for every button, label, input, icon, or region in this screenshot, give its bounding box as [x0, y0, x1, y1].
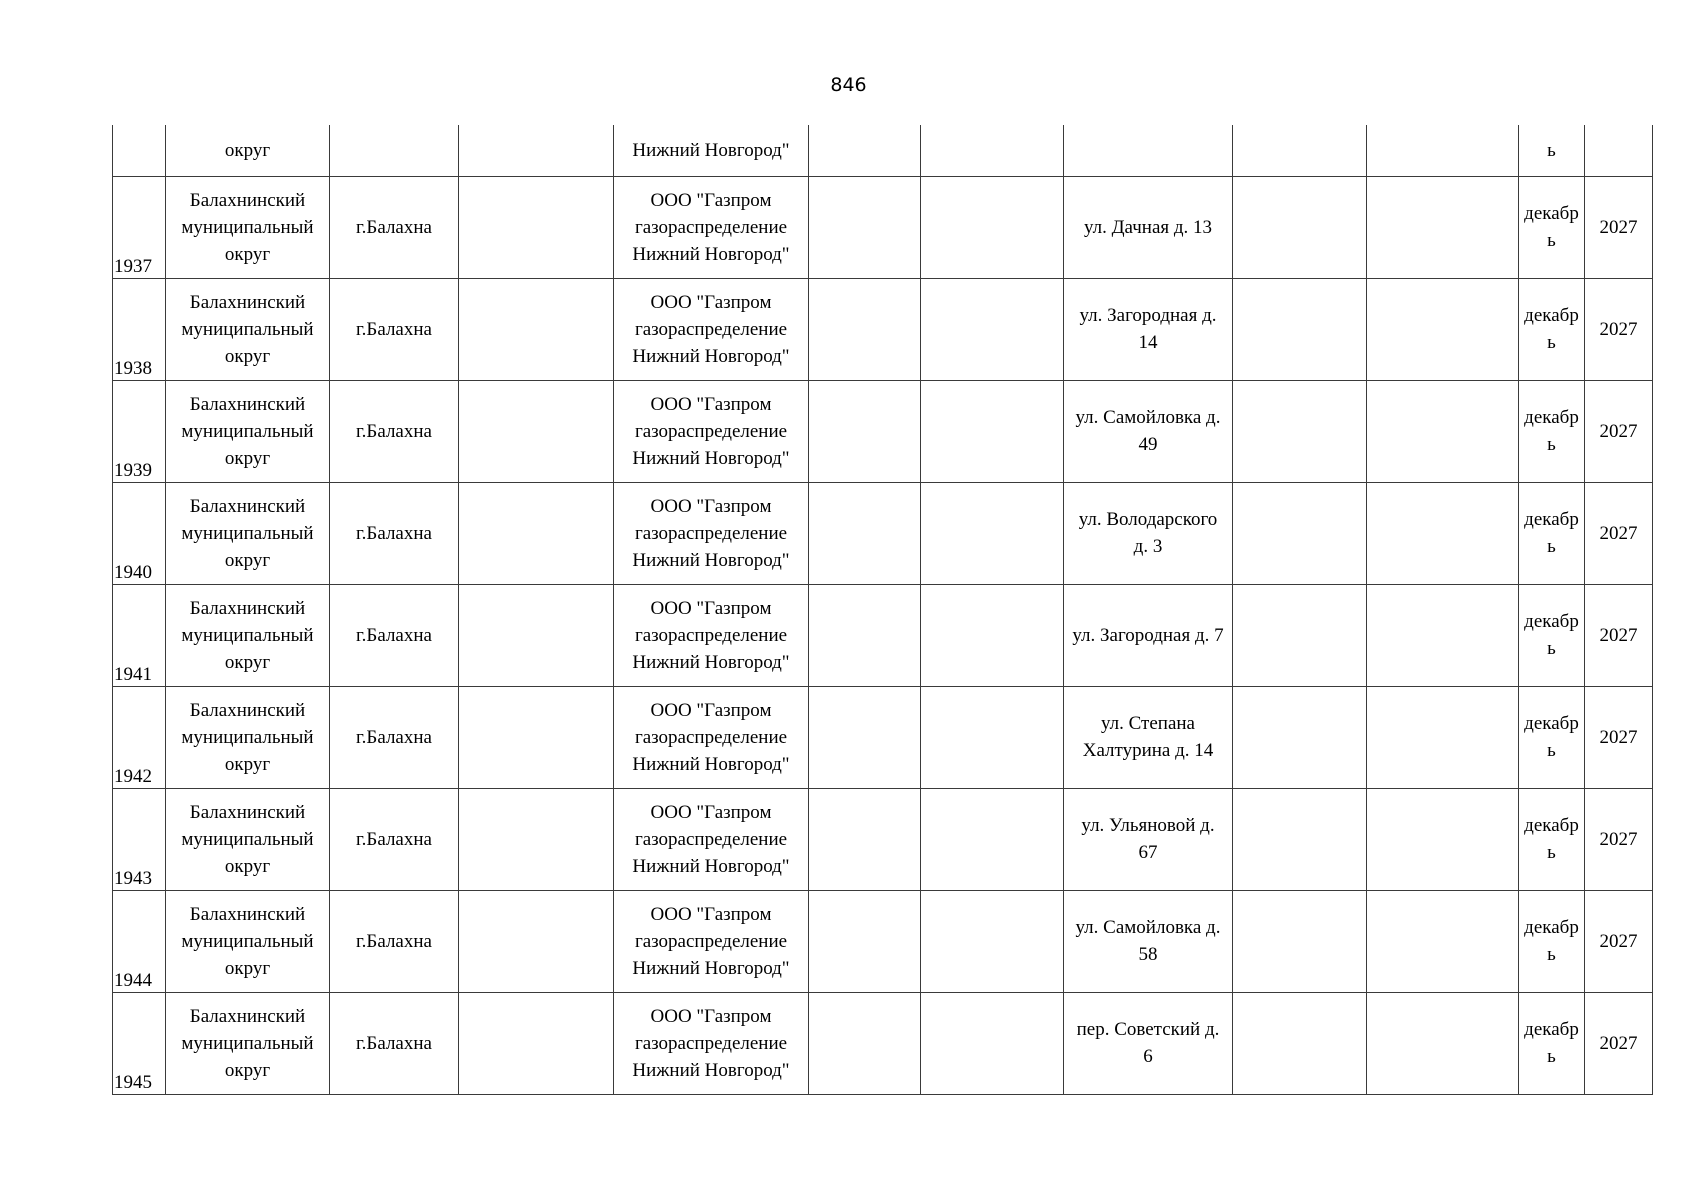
month-line: декабр	[1524, 611, 1579, 632]
org-line: ООО "Газпром	[650, 189, 772, 211]
cell-empty	[809, 125, 921, 176]
cell-org	[614, 584, 809, 686]
org-line: ООО "Газпром	[650, 699, 772, 721]
cell-empty	[1367, 125, 1519, 176]
org-line: Нижний Новгород"	[632, 243, 790, 265]
cell-year: 2027	[1585, 788, 1653, 890]
cell-district	[166, 890, 330, 992]
cell-district: округ	[166, 125, 330, 176]
month-line: декабр	[1524, 815, 1579, 836]
cell-month	[1519, 380, 1585, 482]
cell-district	[166, 278, 330, 380]
table-body	[113, 125, 1653, 1094]
org-line: газораспределение	[634, 1032, 788, 1054]
cell-empty	[459, 380, 614, 482]
cell-district	[166, 992, 330, 1094]
org-line: Нижний Новгород"	[632, 345, 790, 367]
cell-city: г.Балахна	[330, 890, 459, 992]
cell-empty	[1233, 584, 1367, 686]
cell-month	[1519, 176, 1585, 278]
org-line: Нижний Новгород"	[632, 1059, 790, 1081]
district-line: муниципальный	[181, 828, 314, 850]
cell-org	[614, 176, 809, 278]
cell-org: Нижний Новгород"	[614, 125, 809, 176]
cell-district	[166, 788, 330, 890]
cell-empty	[1367, 686, 1519, 788]
cell-month	[1519, 584, 1585, 686]
address-line: 6	[1143, 1046, 1153, 1067]
district-line: Балахнинский	[189, 1005, 306, 1027]
org-line: Нижний Новгород"	[632, 957, 790, 979]
cell-empty	[1367, 278, 1519, 380]
district-line: Балахнинский	[189, 699, 306, 721]
table-row	[113, 788, 1653, 890]
cell-district	[166, 380, 330, 482]
continuation-row	[113, 125, 1653, 176]
cell-month	[1519, 890, 1585, 992]
cell-num	[113, 686, 166, 788]
org-line: газораспределение	[634, 522, 788, 544]
cell-month: ь	[1519, 125, 1585, 176]
district-line: округ	[224, 651, 271, 673]
address-line: ул. Ульяновой д.	[1081, 815, 1215, 836]
cell-org	[614, 686, 809, 788]
table-row	[113, 584, 1653, 686]
cell-empty	[1233, 278, 1367, 380]
cell-empty	[1233, 992, 1367, 1094]
cell-empty	[921, 482, 1064, 584]
cell-org	[614, 788, 809, 890]
org-line: газораспределение	[634, 216, 788, 238]
cell-org	[614, 278, 809, 380]
org-line: Нижний Новгород"	[632, 651, 790, 673]
cell-empty	[1233, 176, 1367, 278]
org-line: Нижний Новгород"	[632, 549, 790, 571]
cell-org	[614, 992, 809, 1094]
registry-table	[112, 125, 1653, 1095]
cell-city: г.Балахна	[330, 176, 459, 278]
cell-empty	[1367, 890, 1519, 992]
table-row	[113, 278, 1653, 380]
month-line: ь	[1547, 434, 1556, 455]
cell-num	[113, 890, 166, 992]
district-line: округ	[224, 753, 271, 775]
address-line: ул. Володарского	[1078, 509, 1218, 530]
cell-empty	[459, 125, 614, 176]
cell-empty	[809, 584, 921, 686]
cell-empty	[809, 686, 921, 788]
row-number: 1941	[114, 663, 152, 685]
cell-num	[113, 584, 166, 686]
org-line: газораспределение	[634, 624, 788, 646]
month-line: декабр	[1524, 713, 1579, 734]
district-line: Балахнинский	[189, 801, 306, 823]
table-row	[113, 380, 1653, 482]
month-line: декабр	[1524, 407, 1579, 428]
org-line: ООО "Газпром	[650, 903, 772, 925]
cell-year: 2027	[1585, 380, 1653, 482]
cell-month	[1519, 686, 1585, 788]
org-line: газораспределение	[634, 930, 788, 952]
cell-empty	[1367, 992, 1519, 1094]
month-line: ь	[1547, 536, 1556, 557]
org-line: ООО "Газпром	[650, 597, 772, 619]
table-row	[113, 482, 1653, 584]
address-line: ул. Степана	[1100, 713, 1195, 734]
row-number: 1942	[114, 765, 152, 787]
cell-empty	[809, 278, 921, 380]
cell-address	[1064, 686, 1233, 788]
cell-empty	[809, 890, 921, 992]
org-line: ООО "Газпром	[650, 291, 772, 313]
address-line: 14	[1138, 332, 1158, 353]
cell-num	[113, 278, 166, 380]
month-line: ь	[1547, 740, 1556, 761]
district-line: округ	[224, 957, 271, 979]
cell-num	[113, 380, 166, 482]
cell-empty	[809, 992, 921, 1094]
cell-empty	[921, 584, 1064, 686]
cell-month	[1519, 278, 1585, 380]
month-line: ь	[1547, 230, 1556, 251]
org-line: ООО "Газпром	[650, 393, 772, 415]
district-line: округ	[224, 549, 271, 571]
address-line: пер. Советский д.	[1076, 1019, 1220, 1040]
district-line: муниципальный	[181, 930, 314, 952]
cell-empty	[809, 788, 921, 890]
cell-city: г.Балахна	[330, 992, 459, 1094]
cell-empty	[1367, 788, 1519, 890]
cell-year: 2027	[1585, 890, 1653, 992]
cell-empty	[921, 380, 1064, 482]
cell-num	[113, 788, 166, 890]
cell-empty	[1233, 788, 1367, 890]
cell-empty	[809, 176, 921, 278]
district-line: муниципальный	[181, 726, 314, 748]
district-line: Балахнинский	[189, 393, 306, 415]
cell-empty	[1233, 380, 1367, 482]
district-line: округ	[224, 243, 271, 265]
month-line: декабр	[1524, 203, 1579, 224]
org-line: газораспределение	[634, 318, 788, 340]
district-line: Балахнинский	[189, 597, 306, 619]
cell-empty	[921, 176, 1064, 278]
row-number: 1938	[114, 357, 152, 379]
page-number: 846	[830, 74, 867, 96]
org-line: ООО "Газпром	[650, 495, 772, 517]
address-line: ул. Дачная д. 13	[1083, 216, 1213, 238]
row-number: 1943	[114, 867, 152, 889]
month-line: ь	[1547, 332, 1556, 353]
cell-empty	[459, 584, 614, 686]
district-line: муниципальный	[181, 1032, 314, 1054]
address-line: ул. Загородная д.	[1079, 305, 1217, 326]
cell-district	[166, 584, 330, 686]
cell-empty	[459, 278, 614, 380]
cell-empty	[1233, 686, 1367, 788]
org-line: газораспределение	[634, 726, 788, 748]
cell-address	[1064, 380, 1233, 482]
cell-org	[614, 380, 809, 482]
district-line: муниципальный	[181, 420, 314, 442]
cell-address	[1064, 176, 1233, 278]
district-line: округ	[224, 855, 271, 877]
cell-num	[113, 992, 166, 1094]
cell-empty	[1233, 890, 1367, 992]
cell-month	[1519, 992, 1585, 1094]
cell-year: 2027	[1585, 992, 1653, 1094]
address-line: Халтурина д. 14	[1082, 740, 1214, 761]
row-number: 1937	[114, 255, 152, 277]
cell-address	[1064, 992, 1233, 1094]
cell-org	[614, 890, 809, 992]
org-line: Нижний Новгород"	[632, 447, 790, 469]
cell-num	[113, 482, 166, 584]
org-line: Нижний Новгород"	[632, 753, 790, 775]
cell-month	[1519, 482, 1585, 584]
district-line: муниципальный	[181, 624, 314, 646]
cell-year: 2027	[1585, 278, 1653, 380]
cell-city: г.Балахна	[330, 788, 459, 890]
cell-district	[166, 176, 330, 278]
address-line: д. 3	[1133, 536, 1163, 557]
cell-empty	[921, 125, 1064, 176]
cell-empty	[921, 992, 1064, 1094]
cell-address	[1064, 890, 1233, 992]
month-line: декабр	[1524, 509, 1579, 530]
month-line: ь	[1547, 944, 1556, 965]
cell-num	[113, 176, 166, 278]
cell-num	[113, 125, 166, 176]
cell-address	[1064, 125, 1233, 176]
cell-empty	[921, 890, 1064, 992]
cell-district	[166, 482, 330, 584]
table-row	[113, 992, 1653, 1094]
cell-empty	[1367, 380, 1519, 482]
cell-empty	[1367, 584, 1519, 686]
org-line: ООО "Газпром	[650, 1005, 772, 1027]
cell-city: г.Балахна	[330, 278, 459, 380]
table-row	[113, 890, 1653, 992]
cell-empty	[459, 482, 614, 584]
district-line: муниципальный	[181, 522, 314, 544]
cell-empty	[809, 380, 921, 482]
org-line: газораспределение	[634, 420, 788, 442]
district-line: округ	[224, 345, 271, 367]
month-line: ь	[1547, 842, 1556, 863]
month-line: декабр	[1524, 1019, 1579, 1040]
district-line: Балахнинский	[189, 495, 306, 517]
table-row	[113, 686, 1653, 788]
cell-empty	[1233, 482, 1367, 584]
cell-year	[1585, 125, 1653, 176]
cell-city: г.Балахна	[330, 380, 459, 482]
cell-year: 2027	[1585, 686, 1653, 788]
district-line: Балахнинский	[189, 291, 306, 313]
cell-empty	[921, 686, 1064, 788]
address-line: ул. Самойловка д.	[1075, 917, 1221, 938]
row-number: 1945	[114, 1071, 152, 1093]
cell-empty	[1367, 176, 1519, 278]
cell-address	[1064, 788, 1233, 890]
cell-empty	[809, 482, 921, 584]
cell-empty	[921, 788, 1064, 890]
cell-city: г.Балахна	[330, 584, 459, 686]
cell-empty	[1367, 482, 1519, 584]
month-line: декабр	[1524, 305, 1579, 326]
row-number: 1944	[114, 969, 152, 991]
cell-city: г.Балахна	[330, 686, 459, 788]
address-line: ул. Самойловка д.	[1075, 407, 1221, 428]
month-line: ь	[1547, 1046, 1556, 1067]
cell-empty	[459, 992, 614, 1094]
cell-empty	[459, 686, 614, 788]
month-line: декабр	[1524, 917, 1579, 938]
cell-empty	[1233, 125, 1367, 176]
district-line: округ	[224, 1059, 271, 1081]
address-line: 49	[1138, 434, 1158, 455]
address-line: 58	[1138, 944, 1158, 965]
district-line: округ	[224, 447, 271, 469]
cell-address	[1064, 278, 1233, 380]
address-line: 67	[1138, 842, 1158, 863]
district-line: муниципальный	[181, 318, 314, 340]
cell-year: 2027	[1585, 176, 1653, 278]
cell-year: 2027	[1585, 482, 1653, 584]
cell-month	[1519, 788, 1585, 890]
district-line: Балахнинский	[189, 903, 306, 925]
cell-address	[1064, 584, 1233, 686]
org-line: ООО "Газпром	[650, 801, 772, 823]
org-line: газораспределение	[634, 828, 788, 850]
cell-empty	[459, 788, 614, 890]
cell-year: 2027	[1585, 584, 1653, 686]
cell-city	[330, 125, 459, 176]
month-line: ь	[1547, 638, 1556, 659]
district-line: муниципальный	[181, 216, 314, 238]
row-number: 1940	[114, 561, 152, 583]
cell-org	[614, 482, 809, 584]
district-line: Балахнинский	[189, 189, 306, 211]
cell-district	[166, 686, 330, 788]
org-line: Нижний Новгород"	[632, 855, 790, 877]
row-number: 1939	[114, 459, 152, 481]
address-line: ул. Загородная д. 7	[1072, 624, 1224, 646]
cell-empty	[459, 176, 614, 278]
cell-empty	[459, 890, 614, 992]
cell-empty	[921, 278, 1064, 380]
cell-city: г.Балахна	[330, 482, 459, 584]
table-row	[113, 176, 1653, 278]
cell-address	[1064, 482, 1233, 584]
